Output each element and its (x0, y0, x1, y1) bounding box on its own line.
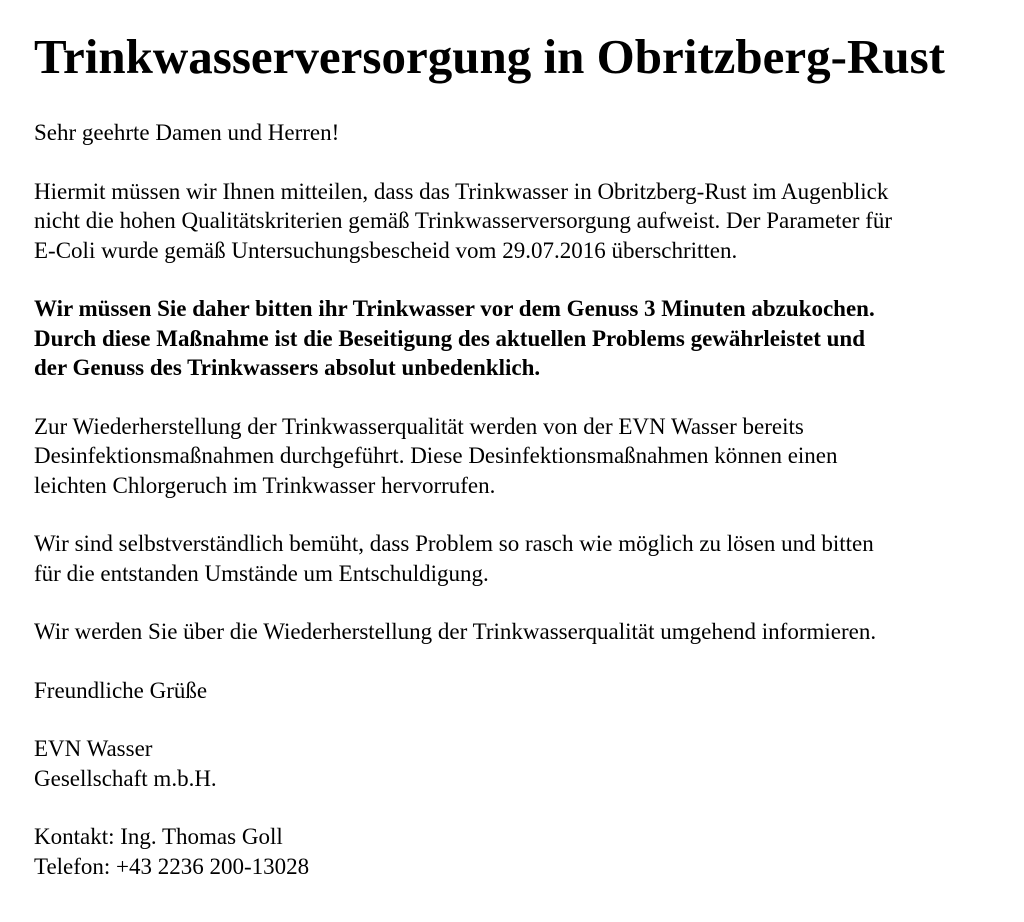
paragraph-line: E-Coli wurde gemäß Untersuchungsbescheid vom 29.07.2016 überschritten. (34, 237, 738, 263)
paragraph-line: Wir werden Sie über die Wiederherstellung der Trinkwasserqualität umgehend informieren. (34, 619, 877, 644)
paragraph-line: für die entstanden Umstände um Entschuldigung. (34, 560, 489, 586)
closing-line: Freundliche Grüße (34, 677, 208, 703)
paragraph-line: Hiermit müssen wir Ihnen mitteilen, dass das Trinkwasser in Obritzberg-Rust im Augenblick (34, 178, 889, 204)
company-line: Gesellschaft m.b.H. (34, 765, 217, 791)
closing (34, 676, 1004, 706)
paragraph-update-info (34, 617, 1004, 647)
contact-phone: Telefon: +43 2236 200-13028 (34, 853, 310, 879)
paragraph-line: Desinfektionsmaßnahmen durchgeführt. Diese Desinfektionsmaßnahmen können einen (34, 443, 838, 468)
paragraph-notice (34, 177, 1004, 266)
paragraph-line: nicht die hohen Qualitätskriterien gemäß Trinkwasserversorgung aufweist. Der Parameter für (34, 208, 893, 233)
paragraph-line: Wir müssen Sie daher bitten ihr Trinkwasser vor dem Genuss 3 Minuten abzukochen. (34, 296, 875, 321)
salutation-line: Sehr geehrte Damen und Herren! (34, 120, 340, 145)
salutation (34, 118, 1004, 148)
page-title: Trinkwasserversorgung in Obritzberg-Rust (34, 29, 945, 84)
paragraph-boil-instruction (34, 294, 1004, 383)
paragraph-line: Durch diese Maßnahme ist die Beseitigung des aktuellen Problems gewährleistet und (34, 325, 865, 351)
paragraph-line: Wir sind selbstverständlich bemüht, dass Problem so rasch wie möglich zu lösen und bitten (34, 531, 874, 556)
paragraph-line: Zur Wiederherstellung der Trinkwasserqualität werden von der EVN Wasser bereits (34, 413, 804, 439)
paragraph-line: leichten Chlorgeruch im Trinkwasser hervorrufen. (34, 472, 496, 498)
contact-block (34, 822, 1004, 881)
paragraph-line: der Genuss des Trinkwassers absolut unbedenklich. (34, 355, 541, 380)
company-signature (34, 734, 1004, 793)
paragraph-apology (34, 529, 1004, 588)
contact-person: Kontakt: Ing. Thomas Goll (34, 824, 283, 849)
company-line: EVN Wasser (34, 736, 153, 761)
paragraph-disinfection (34, 412, 1004, 501)
